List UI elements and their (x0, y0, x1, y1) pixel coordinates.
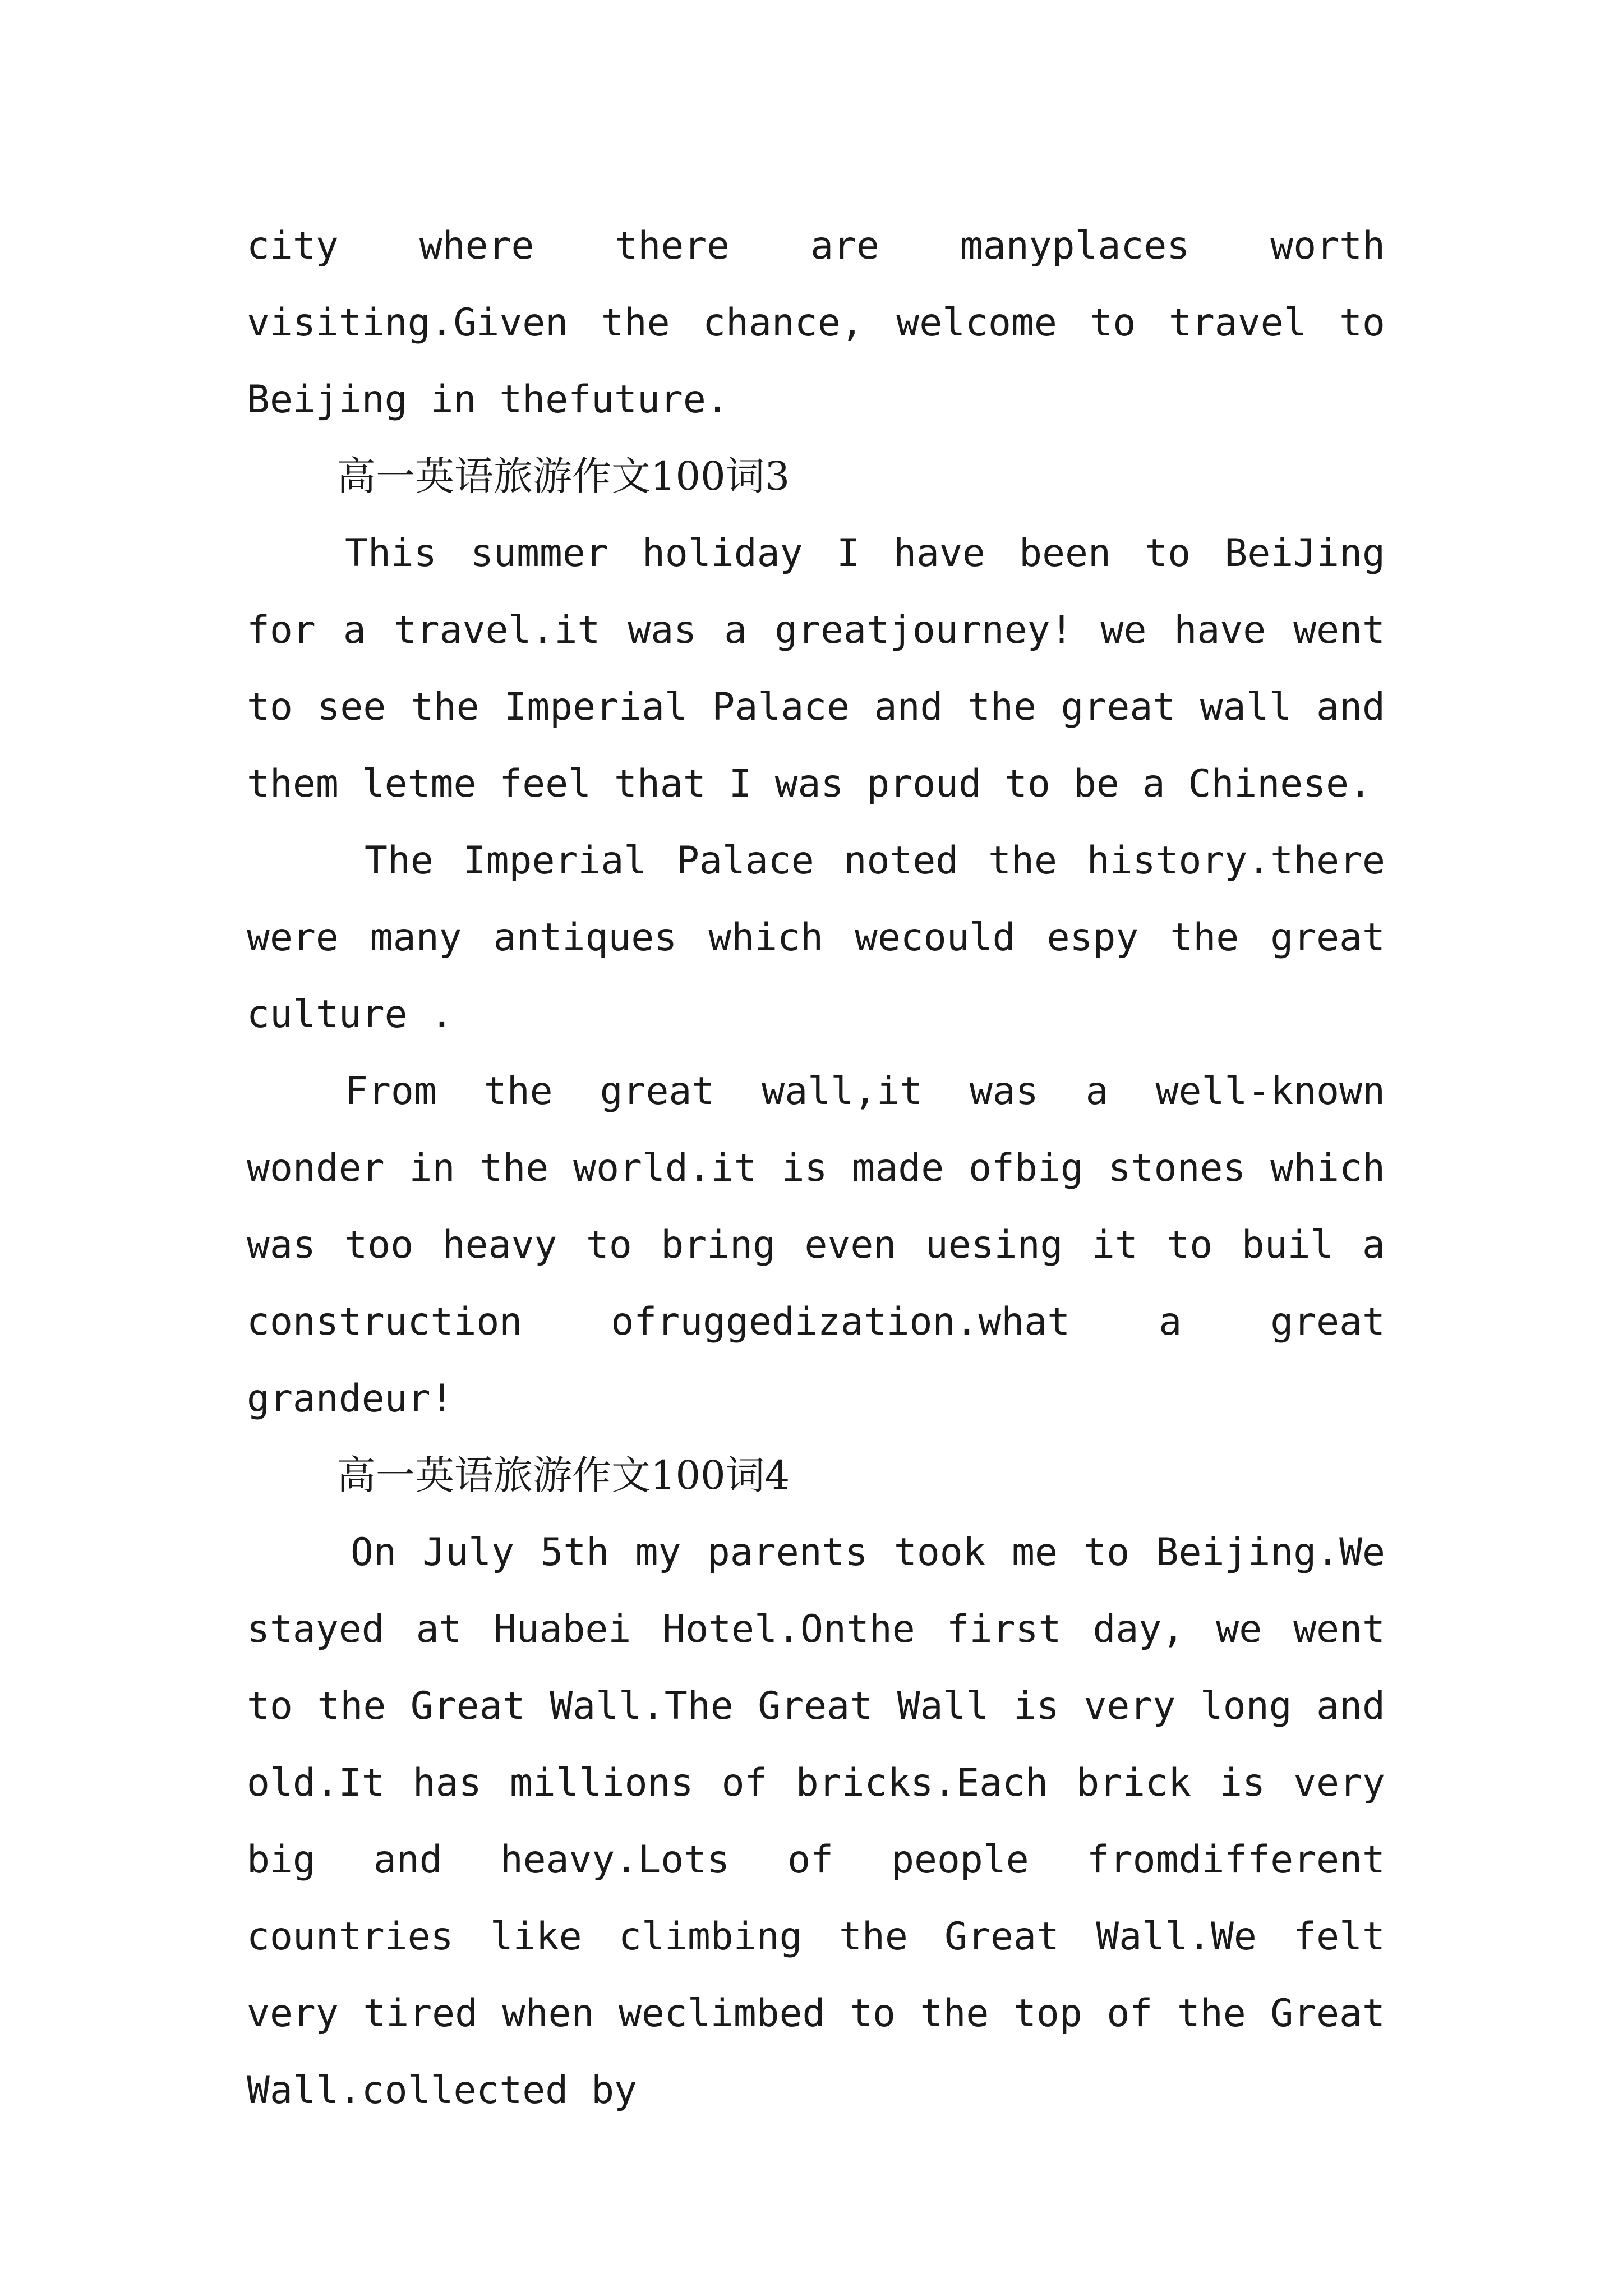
section-heading-3: 高一英语旅游作文100词3 (336, 453, 790, 499)
paragraph-imperial-palace: The Imperial Palace noted the history.there were many antiques which wecould espy the great culture . (247, 839, 1385, 1037)
paragraph-summer-holiday: This summer holiday I have been to BeiJing for a travel.it was a greatjourney! we have went to see the Imperial Palace and the great wall and them letme feel that I was proud to be a Chinese. (247, 531, 1385, 806)
document-body (247, 208, 1385, 2129)
section-heading-4: 高一英语旅游作文100词4 (336, 1452, 790, 1498)
paragraph-great-wall: From the great wall,it was a well-known wonder in the world.it is made ofbig stones which was too heavy to bring even uesing it to buil a construction ofruggedization.what a great grandeur! (247, 1069, 1385, 1421)
paragraph-beijing-closing: city where there are manyplaces worth visiting.Given the chance, welcome to travel to Beijing in thefuture. (247, 224, 1385, 422)
paragraph-july-trip: On July 5th my parents took me to Beijing.We stayed at Huabei Hotel.Onthe first day, we went to the Great Wall.The Great Wall is very long and old.It has millions of bricks.Each brick is very big and heavy.Lots of people fromdifferent countries like climbing the Great Wall.We felt very tired when weclimbed to the top of the Great Wall.collected by (247, 1530, 1385, 2113)
